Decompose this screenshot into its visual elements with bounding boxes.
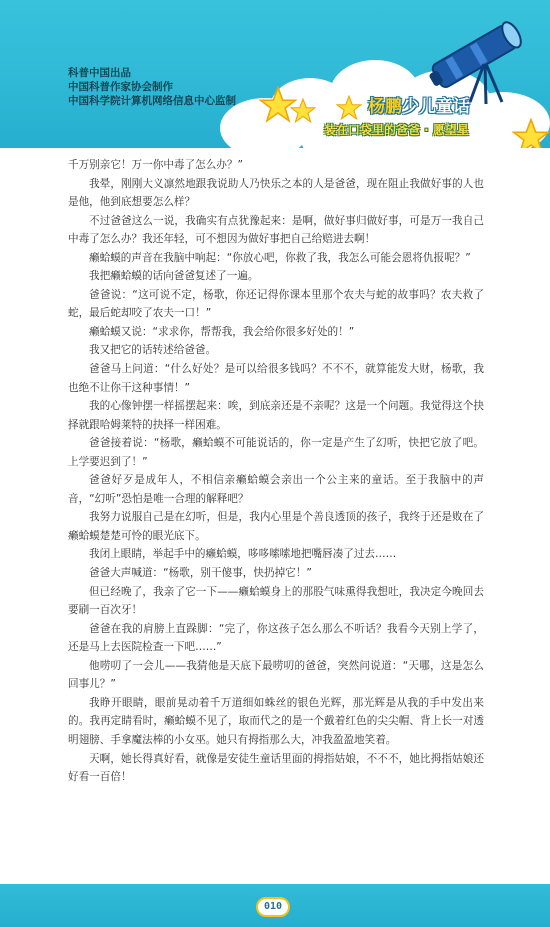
paragraph: 我睁开眼睛，眼前晃动着千万道细如蛛丝的银色光辉，那光辉是从我的手中发出来的。我再定睛看时，癞蛤蟆不见了，取而代之的是一个戴着红色的尖尖帽、背上长一对透明翅膀、手拿魔法棒的小女巫。她只有拇指那么大，冲我盈盈地笑着。: [68, 696, 484, 746]
paragraph: 我把癞蛤蟆的话向爸爸复述了一遍。: [89, 270, 259, 283]
paragraph: 爸爸好歹是成年人，不相信亲癞蛤蟆会亲出一个公主来的童话。至于我脑中的声音，“幻听”恐怕是唯一合理的解释吧？: [68, 474, 484, 505]
paragraph: 癞蛤蟆又说：“求求你，帮帮我，我会给你很多好处的！”: [89, 325, 355, 338]
series-title-label: 少儿童话: [402, 97, 470, 117]
paragraph: 爸爸接着说：“杨歌，癞蛤蟆不可能说话的，你一定是产生了幻听，快把它放了吧。上学要迟到了！”: [68, 437, 484, 468]
publisher-credits: [68, 66, 236, 108]
page-number: 010: [256, 897, 290, 917]
book-title: 装在口袋里的爸爸 · 愿望星: [324, 123, 469, 137]
paragraph: 爸爸说：“这可说不定，杨歌，你还记得你课本里那个农夫与蛇的故事吗？农夫救了蛇，最后蛇却咬了农夫一口！”: [68, 288, 484, 320]
paragraph: 我又把它的话转述给爸爸。: [89, 344, 217, 357]
paragraph: 我的心像钟摆一样摇摆起来：唉，到底亲还是不亲呢？这是一个问题。我觉得这个抉择就跟哈姆莱特的抉择一样困难。: [68, 400, 484, 431]
paragraph: 但已经晚了，我亲了它一下——癞蛤蟆身上的那股气味熏得我想吐，我决定今晚回去要刷一百次牙！: [68, 585, 484, 617]
paragraph: 我闭上眼睛，举起手中的癞蛤蟆，哆哆嗦嗦地把嘴唇凑了过去……: [89, 548, 397, 561]
credit-line: 中国科普作家协会制作: [68, 81, 173, 93]
story-text: [68, 156, 484, 787]
star-icon: [336, 95, 362, 121]
credit-line: 中国科学院计算机网络信息中心监制: [68, 95, 236, 107]
telescope-icon: [426, 6, 536, 106]
series-title-author: 杨鹏: [368, 97, 402, 117]
paragraph: 不过爸爸这么一说，我确实有点犹豫起来：是啊，做好事归做好事，可是万一我自己中毒了怎么办？我还年轻，可不想因为做好事把自己给赔进去啊！: [68, 214, 484, 246]
paragraph: 爸爸大声喊道：“杨歌，别干傻事，快扔掉它！”: [89, 567, 312, 580]
star-icon: [512, 118, 550, 148]
paragraph: 癞蛤蟆的声音在我脑中响起：“你放心吧，你救了我，我怎么可能会恩将仇报呢？”: [89, 251, 471, 264]
paragraph: 我努力说服自己是在幻听，但是，我内心里是个善良透顶的孩子，我终于还是败在了癞蛤蟆楚楚可怜的眼光底下。: [68, 511, 484, 542]
footer-bar: [0, 884, 550, 927]
series-title: [368, 92, 470, 117]
star-icon: [290, 98, 316, 124]
header-banner: [0, 0, 550, 148]
paragraph: 千万别亲它！万一你中毒了怎么办？”: [68, 159, 243, 171]
paragraph: 爸爸在我的肩膀上直跺脚：“完了，你这孩子怎么那么不听话？我看今天别上学了，还是马上去医院检查一下吧……”: [68, 622, 484, 654]
paragraph: 我晕，刚刚大义凛然地跟我说助人乃快乐之本的人是爸爸，现在阻止我做好事的人也是他，他到底想要怎么样？: [68, 177, 484, 209]
paragraph: 天啊，她长得真好看，就像是安徒生童话里面的拇指姑娘，不不不，她比拇指姑娘还好看一百倍！: [68, 752, 484, 784]
paragraph: 爸爸马上问道：“什么好处？是可以给很多钱吗？不不不，就算能发大财，杨歌，我也绝不让你干这种事情！”: [68, 363, 484, 394]
credit-line: 科普中国出品: [68, 67, 131, 79]
paragraph: 他唠叨了一会儿——我猜他是天底下最唠叨的爸爸，突然问说道：“天哪，这是怎么回事儿？”: [68, 659, 484, 691]
